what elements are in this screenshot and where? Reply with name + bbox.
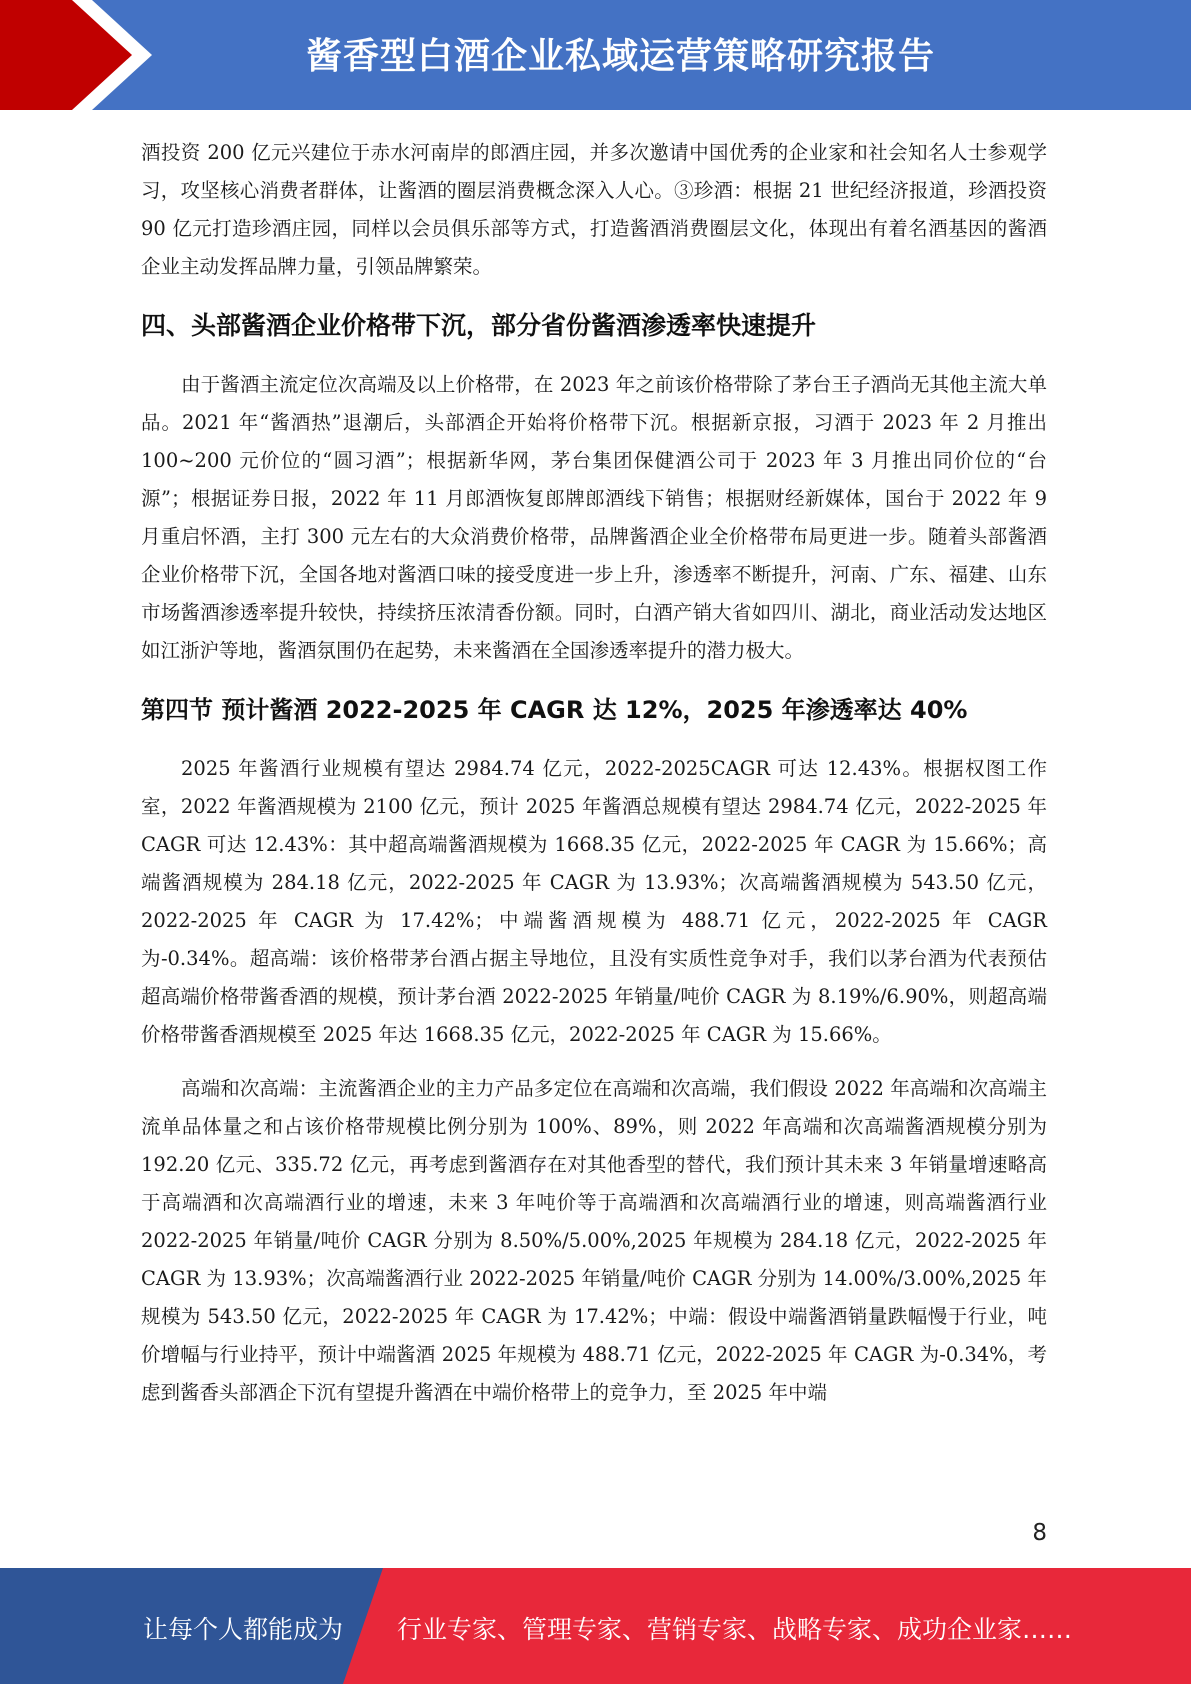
footer-slogan-right: 行业专家、管理专家、营销专家、战略专家、成功企业家……: [397, 1615, 1073, 1644]
page-number: 8: [1032, 1520, 1047, 1546]
chapter-heading-section-4: 第四节 预计酱酒 2022-2025 年 CAGR 达 12%，2025 年渗透率达 40%: [141, 696, 968, 724]
body-paragraph-4: 高端和次高端：主流酱酒企业的主力产品多定位在高端和次高端，我们假设 2022 年高端和次高端主流单品体量之和占该价格带规模比例分别为 100%、89%，则 2022 年高端和次高端酱酒规模分别为 192.20 亿元、335.72 亿元，再考虑到酱酒存在对其他香型的替代，我们预计其未来 3 年销量增速略高于高端酒和次高端酒行业的增速，未来 3 年吨价等于高端酒和次高端酒行业的增速，则高端酱酒行业 2022-2025 年销量/吨价 CAGR 分别为 8.50%/5.00%,2025 年规模为 284.18 亿元，2022-2025 年 CAGR 为 13.93%；次高端酱酒行业 2022-2025 年销量/吨价 CAGR 分别为 14.00%/3.00%,2025 年规模为 543.50 亿元，2022-2025 年 CAGR 为 17.42%；中端：假设中端酱酒销量跌幅慢于行业，吨价增幅与行业持平，预计中端酱酒 2025 年规模为 488.71 亿元，2022-2025 年 CAGR 为-0.34%，考虑到酱香头部酒企下沉有望提升酱酒在中端价格带上的竞争力，至 2025 年中端: [141, 1077, 1047, 1404]
page-footer: [0, 1568, 1191, 1684]
page-header: [0, 0, 1191, 110]
report-title: 酱香型白酒企业私域运营策略研究报告: [305, 36, 935, 77]
body-paragraph-3: 2025 年酱酒行业规模有望达 2984.74 亿元，2022-2025CAGR 可达 12.43%。根据权图工作室，2022 年酱酒规模为 2100 亿元，预计 2025 年酱酒总规模有望达 2984.74 亿元，2022-2025 年 CAGR 可达 12.43%：其中超高端酱酒规模为 1668.35 亿元，2022-2025 年 CAGR 为 15.66%；高端酱酒规模为 284.18 亿元，2022-2025 年 CAGR 为 13.93%；次高端酱酒规模为 543.50 亿元，2022-2025 年 CAGR 为 17.42%；中端酱酒规模为 488.71 亿元，2022-2025 年 CAGR 为-0.34%。超高端：该价格带茅台酒占据主导地位，且没有实质性竞争对手，我们以茅台酒为代表预估超高端价格带酱香酒的规模，预计茅台酒 2022-2025 年销量/吨价 CAGR 为 8.19%/6.90%，则超高端价格带酱香酒规模至 2025 年达 1668.35 亿元，2022-2025 年 CAGR 为 15.66%。: [141, 757, 1047, 1046]
page-content: [141, 134, 1047, 1412]
body-paragraph-2: 由于酱酒主流定位次高端及以上价格带，在 2023 年之前该价格带除了茅台王子酒尚无其他主流大单品。2021 年“酱酒热”退潮后，头部酒企开始将价格带下沉。根据新京报，习酒于 2023 年 2 月推出 100~200 元价位的“圆习酒”；根据新华网，茅台集团保健酒公司于 2023 年 3 月推出同价位的“台源”；根据证券日报，2022 年 11 月郎酒恢复郎牌郎酒线下销售；根据财经新媒体，国台于 2022 年 9 月重启怀酒，主打 300 元左右的大众消费价格带，品牌酱酒企业全价格带布局更进一步。随着头部酱酒企业价格带下沉，全国各地对酱酒口味的接受度进一步上升，渗透率不断提升，河南、广东、福建、山东市场酱酒渗透率提升较快，持续挤压浓清香份额。同时，白酒产销大省如四川、湖北，商业活动发达地区如江浙沪等地，酱酒氛围仍在起势，未来酱酒在全国渗透率提升的潜力极大。: [141, 373, 1047, 662]
footer-slogan-left: 让每个人都能成为: [143, 1615, 344, 1644]
body-paragraph-1: 酒投资 200 亿元兴建位于赤水河南岸的郎酒庄园，并多次邀请中国优秀的企业家和社会知名人士参观学习，攻坚核心消费者群体，让酱酒的圈层消费概念深入人心。③珍酒：根据 21 世纪经济报道，珍酒投资 90 亿元打造珍酒庄园，同样以会员俱乐部等方式，打造酱酒消费圈层文化，体现出有着名酒基因的酱酒企业主动发挥品牌力量，引领品牌繁荣。: [141, 141, 1047, 278]
section-heading-4: 四、头部酱酒企业价格带下沉，部分省份酱酒渗透率快速提升: [141, 311, 817, 340]
